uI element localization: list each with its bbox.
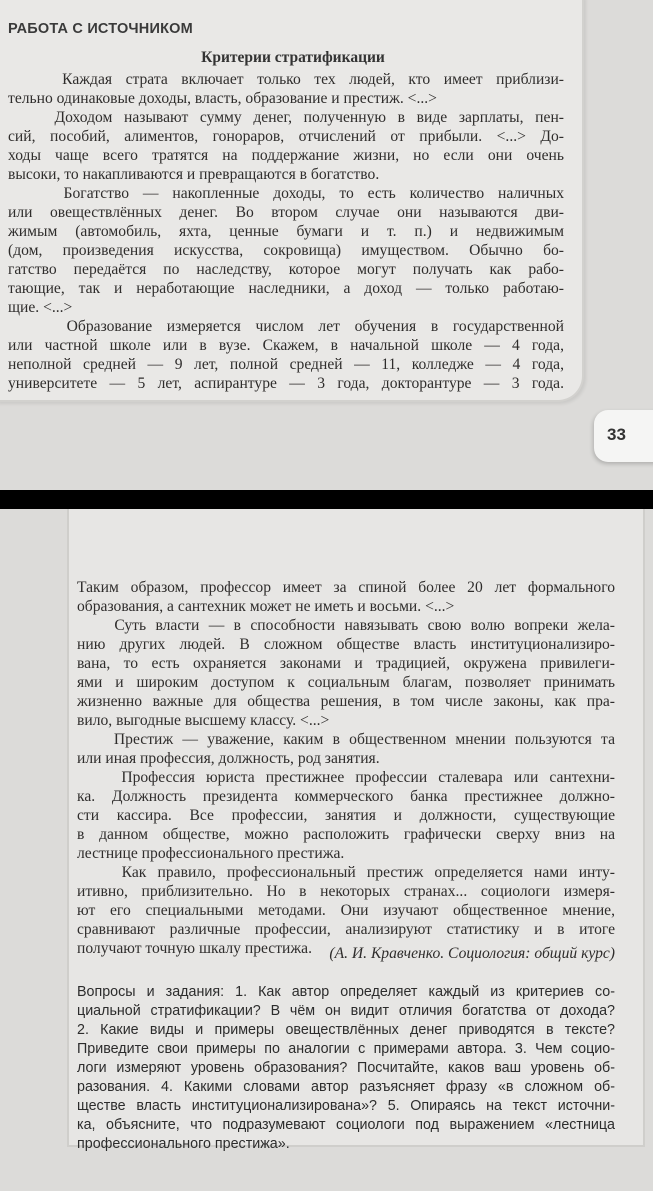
text-line: вана, то есть охраняется законами и традицией, окружена привилеги- — [77, 655, 615, 672]
text-line: Как правило, профессиональный престиж определяется нами инту- — [77, 864, 615, 881]
text-line: жизненно важные для общества решения, в том числе законы, как пра- — [77, 693, 615, 710]
question-line: ществе власть институционализирована»? 5. Опираясь на текст источни- — [77, 1098, 615, 1114]
text-line: вило, выгодные высшему классу. <...> — [77, 712, 330, 729]
text-line: в данном обществе, можно расположить графически сверху вниз на — [77, 826, 615, 843]
text-line: Каждая страта включает только тех людей, кто имеет приблизи- — [8, 71, 564, 88]
text-line: Таким образом, профессор имеет за спиной более 20 лет формального — [77, 579, 615, 596]
text-line: высоки, то накапливаются и превращаются в богатство. — [8, 166, 380, 183]
text-line: ют его специальными методами. Они изучают общественное мнение, — [77, 902, 615, 919]
text-line: или частной школе или в вузе. Скажем, в начальной школе — 4 года, — [8, 337, 564, 354]
text-line: Образование измеряется числом лет обучения в государственной — [8, 318, 564, 335]
text-line: тающие, так и неработающие наследники, а доход — только работаю- — [8, 280, 564, 297]
question-line: логи измеряют уровень образования? Посчитайте, каков ваш уровень об- — [77, 1060, 615, 1076]
text-line: Суть власти — в способности навязывать свою волю вопреки жела- — [77, 617, 615, 634]
text-line: тельно одинаковые доходы, власть, образование и престиж. <...> — [8, 90, 437, 107]
text-line: неполной средней — 9 лет, полной средней — 11, колледже — 4 года, — [8, 356, 564, 373]
text-line: (дом, произведения искусства, сокровища) имуществом. Обычно бо- — [8, 242, 564, 259]
text-line: ями и широким доступом к социальным благам, позволяет принимать — [77, 674, 615, 691]
text-line: Доходом называют сумму денег, полученную в виде зарплаты, пен- — [8, 109, 564, 126]
text-line: лестнице профессионального престижа. — [77, 845, 345, 862]
question-line: профессионального престижа». — [77, 1136, 290, 1152]
source-title: Критерии стратификации — [201, 49, 385, 66]
question-line: ка, объясните, что подразумевают социологи под выражением «лестница — [77, 1117, 615, 1133]
page-top-fragment — [0, 0, 653, 490]
question-line: Вопросы и задания: 1. Как автор определяет каждый из критериев со- — [77, 984, 615, 1000]
text-line: получают точную шкалу престижа. — [77, 940, 312, 957]
text-line: гатство передаётся по наследству, которое могут получать как рабо- — [8, 261, 564, 278]
question-line: циальной стратификации? В чём он видит отличия богатства от дохода? — [77, 1003, 615, 1019]
text-line: сий, пособий, алиментов, гонораров, отчислений от прибыли. <...> До- — [8, 128, 564, 145]
text-line: сти кассира. Все профессии, занятия и должности, существующие — [77, 807, 615, 824]
text-line: образования, а сантехник может не иметь и восьми. <...> — [77, 598, 455, 615]
text-line: щие. <...> — [8, 299, 73, 316]
text-line: или овеществлённых денег. Во втором случае они называются дви- — [8, 204, 564, 221]
text-line: или иная профессия, должность, род занятия. — [77, 750, 380, 767]
text-line: нию других людей. В сложном обществе власть институционализиро- — [77, 636, 615, 653]
question-line: Приведите свои примеры по аналогии с примерами автора. 3. Чем социо- — [77, 1041, 615, 1057]
text-line: Престиж — уважение, каким в общественном мнении пользуются та — [77, 731, 615, 748]
text-line: Профессия юриста престижнее профессии сталевара или сантехни- — [77, 769, 615, 786]
text-line: Богатство — накопленные доходы, то есть количество наличных — [8, 185, 564, 202]
text-line: университете — 5 лет, аспирантуре — 3 года, докторантуре — 3 года. — [8, 375, 564, 392]
text-line: сравнивают различные профессии, анализируют статистику и в итоге — [77, 921, 615, 938]
source-attribution: (А. И. Кравченко. Социология: общий курс) — [329, 945, 615, 962]
question-line: разования. 4. Какими словами автор разъясняет фразу «в сложном об- — [77, 1079, 615, 1095]
text-line: итивно, приблизительно. Но в некоторых странах... социологи измеря- — [77, 883, 615, 900]
text-line: ка. Должность президента коммерческого банка престижнее должно- — [77, 788, 615, 805]
question-line: 2. Какие виды и примеры овеществлённых денег приводятся в тексте? — [77, 1022, 615, 1038]
page-bottom-fragment — [0, 509, 653, 1191]
section-label: РАБОТА С ИСТОЧНИКОМ — [8, 21, 193, 37]
text-line: жимым (автомобиль, яхта, ценные бумаги и т. п.) и недвижимым — [8, 223, 564, 240]
page-number: 33 — [607, 425, 626, 444]
text-line: ходы чаще всего тратятся на поддержание жизни, но если они очень — [8, 147, 564, 164]
